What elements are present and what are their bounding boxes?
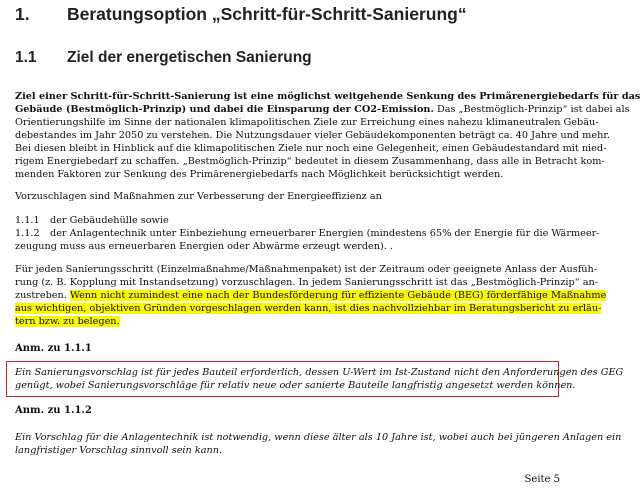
- step-line: [15, 302, 602, 315]
- annotation-label: Anm. zu 1.1.1: [15, 343, 92, 354]
- step-line: [15, 315, 575, 328]
- intro-line: rigem Energiebedarf zu schaffen. „Bestmöglich-Prinzip“ bedeutet in diesem Zusammenhang, dass alle in Betracht kom-: [15, 156, 605, 167]
- section-number: 1.: [15, 4, 30, 24]
- intro-line: Ziel einer Schritt-für-Schritt-Sanierung ist eine möglichst weitgehende Senkung des Primärenergiebedarfs für das: [15, 91, 640, 102]
- annotation-text: Ein Sanierungsvorschlag ist für jedes Bauteil erforderlich, dessen U-Wert im Ist-Zustand nicht den Anforderungen des GEG genügt, wobei Sanierungsvorschläge für relativ neue oder sanierte Bauteile langfristig angesetzt werden können.: [15, 367, 624, 391]
- highlighted-text: aus wichtigen, objektiven Gründen vorgeschlagen werden kann, ist dies nachvollziehbar im Beratungsbericht zu erläu-: [15, 303, 602, 314]
- intro-paragraph: [15, 90, 640, 181]
- intro-line: Bei diesen bleibt in Hinblick auf die klimapolitischen Ziele nur noch eine Gelegenheit, einen Gebäudestandard mit nied-: [15, 143, 607, 154]
- subsection-title: Ziel der energetischen Sanierung: [67, 49, 312, 66]
- subsection-heading: [15, 49, 575, 67]
- step-line: rung (z. B. Kopplung mit Instandsetzung) vorzuschlagen. In jedem Sanierungsschritt ist das „Bestmöglich-Prinzip“ an-: [15, 277, 598, 288]
- highlighted-text: Wenn nicht zumindest eine nach der Bundesförderung für effiziente Gebäude (BEG) förderfähige Maßnahme: [69, 290, 607, 301]
- section-heading: [15, 4, 575, 25]
- section-title: Beratungsoption „Schritt-für-Schritt-Sanierung“: [67, 4, 467, 24]
- step-line: zustreben. Wenn nicht zumindest eine nach der Bundesförderung für effiziente Gebäude (BEG) förderfähige Maßnahme: [15, 290, 607, 301]
- intro-line: debestandes im Jahr 2050 zu verstehen. Die Nutzungsdauer vieler Gebäudekomponenten beträgt ca. 40 Jahre und mehr.: [15, 130, 610, 141]
- intro-line: menden Faktoren zur Senkung des Primärenergiebedarfs nach Möglichkeit berücksichtigt werden.: [15, 169, 504, 180]
- annotation-text: Ein Vorschlag für die Anlagentechnik ist notwendig, wenn diese älter als 10 Jahre ist, wobei auch bei jüngeren Anlagen ein langfristiger Vorschlag sinnvoll sein kann.: [15, 432, 622, 456]
- intro-line: Gebäude (Bestmöglich-Prinzip) und dabei die Einsparung der CO2-Emission. Das „Bestmöglich-Prinzip“ ist dabei als: [15, 104, 630, 115]
- highlighted-text: tern bzw. zu belegen.: [15, 316, 120, 327]
- annotation-label: Anm. zu 1.1.2: [15, 405, 92, 416]
- page-number: Seite 5: [524, 474, 560, 485]
- proposals-intro: Vorzuschlagen sind Maßnahmen zur Verbesserung der Energieeffizienz an: [15, 191, 382, 202]
- list-continuation: zeugung muss aus erneuerbaren Energien oder Abwärme erzeugt werden). .: [15, 241, 394, 252]
- subsection-number: 1.1: [15, 49, 37, 66]
- list-item: 1.1.2 der Anlagentechnik unter Einbeziehung erneuerbarer Energien (mindestens 65% der Energie für die Wärmeer-: [15, 228, 600, 239]
- intro-line: Orientierungshilfe im Sinne der nationalen klimapolitischen Ziele zur Erreichung eines nahezu klimaneutralen Gebäu-: [15, 117, 599, 128]
- step-line: Für jeden Sanierungsschritt (Einzelmaßnahme/Maßnahmenpaket) ist der Zeitraum oder geeignete Anlass der Ausfüh-: [15, 264, 598, 275]
- measures-list: [15, 214, 600, 253]
- list-item: 1.1.1 der Gebäudehülle sowie: [15, 215, 169, 226]
- step-paragraph: [15, 263, 607, 328]
